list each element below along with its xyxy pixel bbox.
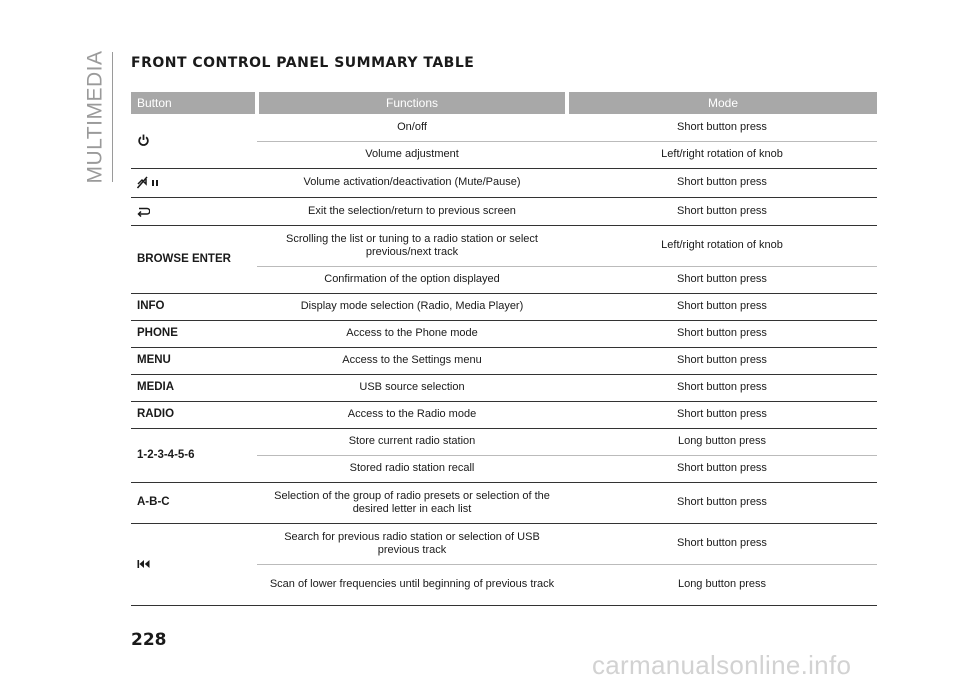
radio-label: RADIO bbox=[131, 401, 257, 428]
function-cell: On/off bbox=[257, 114, 567, 141]
column-header-mode: Mode bbox=[567, 92, 877, 114]
page-heading: FRONT CONTROL PANEL SUMMARY TABLE bbox=[131, 55, 475, 71]
previous-track-icon bbox=[137, 559, 151, 569]
table-row bbox=[131, 168, 877, 197]
mode-cell: Short button press bbox=[567, 114, 877, 141]
function-cell: Access to the Radio mode bbox=[257, 401, 567, 428]
mode-cell: Short button press bbox=[567, 455, 877, 482]
function-cell: Search for previous radio station or selection of USB previous track bbox=[257, 523, 567, 564]
table-row bbox=[131, 320, 877, 347]
function-cell: Store current radio station bbox=[257, 428, 567, 455]
table-row bbox=[131, 401, 877, 428]
mode-cell: Short button press bbox=[567, 482, 877, 523]
section-tab bbox=[80, 52, 110, 182]
power-icon bbox=[137, 134, 150, 147]
mode-cell: Left/right rotation of knob bbox=[567, 225, 877, 266]
table-row bbox=[131, 197, 877, 225]
back-arrow-icon bbox=[137, 206, 150, 217]
mode-cell: Short button press bbox=[567, 401, 877, 428]
mode-cell: Short button press bbox=[567, 523, 877, 564]
function-cell: Exit the selection/return to previous screen bbox=[257, 197, 567, 225]
function-cell: Scan of lower frequencies until beginning of previous track bbox=[257, 564, 567, 605]
table-row bbox=[131, 482, 877, 523]
watermark: carmanualsonline.info bbox=[592, 650, 852, 680]
table-row bbox=[131, 347, 877, 374]
function-cell: Display mode selection (Radio, Media Player) bbox=[257, 293, 567, 320]
mode-cell: Short button press bbox=[567, 293, 877, 320]
table-row bbox=[131, 523, 877, 564]
column-header-functions: Functions bbox=[257, 92, 567, 114]
function-cell: Access to the Settings menu bbox=[257, 347, 567, 374]
function-cell: Access to the Phone mode bbox=[257, 320, 567, 347]
mode-cell: Left/right rotation of knob bbox=[567, 141, 877, 168]
function-cell: Volume adjustment bbox=[257, 141, 567, 168]
presets-label: 1-2-3-4-5-6 bbox=[131, 428, 257, 482]
mode-cell: Short button press bbox=[567, 266, 877, 293]
mode-cell: Short button press bbox=[567, 320, 877, 347]
phone-label: PHONE bbox=[131, 320, 257, 347]
back-button-cell bbox=[131, 197, 257, 225]
section-tab-label: MULTIMEDIA bbox=[83, 50, 107, 184]
mode-cell: Long button press bbox=[567, 428, 877, 455]
mute-pause-icon bbox=[137, 176, 161, 189]
browse-enter-label: BROWSE ENTER bbox=[131, 225, 257, 293]
info-label: INFO bbox=[131, 293, 257, 320]
table-header-row bbox=[131, 92, 877, 114]
mode-cell: Short button press bbox=[567, 374, 877, 401]
table-row bbox=[131, 293, 877, 320]
function-cell: Confirmation of the option displayed bbox=[257, 266, 567, 293]
column-header-button: Button bbox=[131, 92, 257, 114]
media-label: MEDIA bbox=[131, 374, 257, 401]
table-row bbox=[131, 428, 877, 455]
summary-table bbox=[131, 92, 877, 606]
function-cell: Scrolling the list or tuning to a radio station or select previous/next track bbox=[257, 225, 567, 266]
abc-label: A-B-C bbox=[131, 482, 257, 523]
table-row bbox=[131, 374, 877, 401]
power-button-cell bbox=[131, 114, 257, 168]
section-divider bbox=[112, 52, 113, 182]
mode-cell: Short button press bbox=[567, 197, 877, 225]
mode-cell: Long button press bbox=[567, 564, 877, 605]
table-row bbox=[131, 225, 877, 266]
mode-cell: Short button press bbox=[567, 347, 877, 374]
mode-cell: Short button press bbox=[567, 168, 877, 197]
table-row bbox=[131, 114, 877, 141]
function-cell: Volume activation/deactivation (Mute/Pause) bbox=[257, 168, 567, 197]
function-cell: Stored radio station recall bbox=[257, 455, 567, 482]
function-cell: USB source selection bbox=[257, 374, 567, 401]
previous-track-button-cell bbox=[131, 523, 257, 605]
function-cell: Selection of the group of radio presets or selection of the desired letter in each list bbox=[257, 482, 567, 523]
menu-label: MENU bbox=[131, 347, 257, 374]
mute-button-cell bbox=[131, 168, 257, 197]
page-number: 228 bbox=[131, 630, 167, 650]
